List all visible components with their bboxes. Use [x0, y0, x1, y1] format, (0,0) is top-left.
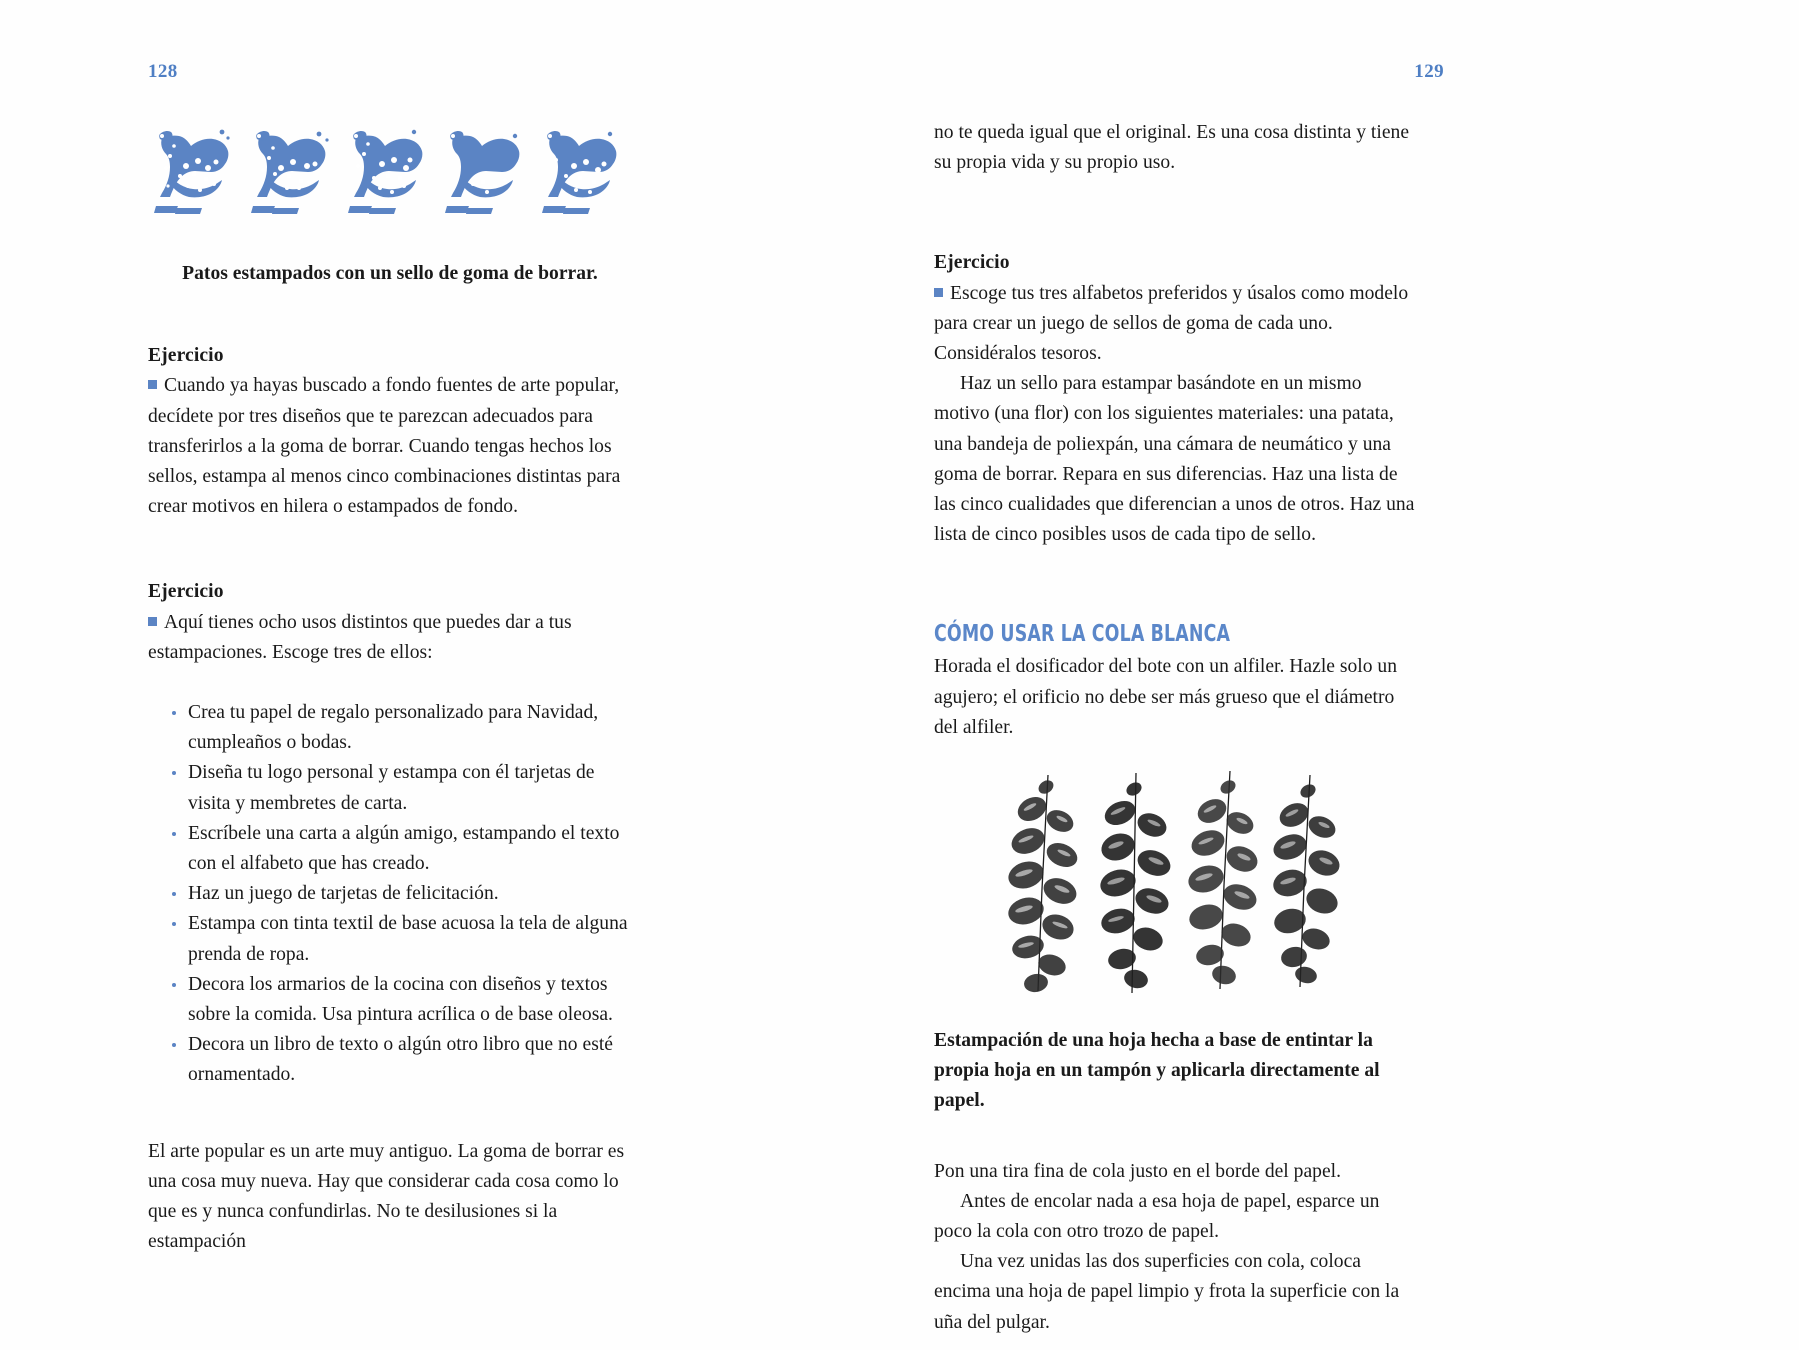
- list-item: [148, 758, 632, 818]
- uses-list: [148, 698, 632, 1091]
- leaf-print-icon: [1092, 769, 1182, 1004]
- list-item-text: Diseña tu logo personal y estampa con él tarjetas de visita y membretes de carta.: [188, 762, 595, 814]
- list-item: [148, 698, 632, 758]
- page-right: [899, 0, 1799, 1350]
- exercise-body-2-text: Aquí tienes ocho usos distintos que puedes dar a tus estampaciones. Escoge tres de ellos:: [148, 611, 572, 663]
- duck-icon: [245, 124, 341, 229]
- exercise-heading-2: Ejercicio: [148, 581, 224, 603]
- page-number-right: 129: [1414, 61, 1444, 82]
- square-bullet-icon: [148, 380, 157, 389]
- duck-figure-caption: Patos estampados con un sello de goma de borrar.: [182, 263, 598, 284]
- duck-icon: [439, 124, 535, 229]
- leaf-figure-caption: Estampación de una hoja hecha a base de entintar la propia hoja en un tampón y aplicarla directamente al papel.: [934, 1030, 1380, 1112]
- list-item: [148, 909, 632, 969]
- exercise-body-2: [148, 608, 632, 668]
- page-number-left: 128: [148, 61, 178, 82]
- square-bullet-icon: [148, 617, 157, 626]
- list-item: [148, 819, 632, 879]
- list-item-text: Escríbele una carta a algún amigo, estampando el texto con el alfabeto que has creado.: [188, 822, 620, 875]
- leaf-print-icon: [1002, 769, 1092, 1004]
- list-item: [148, 879, 632, 909]
- exercise-body-3-second-paragraph: Haz un sello para estampar basándote en un mismo motivo (una flor) con los siguientes materiales: una patata, una bandeja de poliexpán, una cámara de neumático y una goma de borrar. Repara en sus diferencias. Haz una lista de las cinco cualidades que diferencian a unos de otros. Haz una lista de cinco posibles usos de cada tipo de sello.: [934, 373, 1415, 546]
- section-heading-cola-blanca: CÓMO USAR LA COLA BLANCA: [934, 619, 1231, 648]
- section-intro-paragraph: Horada el dosificador del bote con un alfiler. Hazle solo un agujero; el orificio no debe ser más grueso que el diámetro del alfiler.: [934, 656, 1398, 738]
- leaf-caption-block: [934, 1026, 1418, 1117]
- exercise-body-1-text: Cuando ya hayas buscado a fondo fuentes de arte popular, decídete por tres diseños que te parezcan adecuados para transferirlos a la goma de borrar. Cuando tengas hechos los sellos, estampa al menos cinco combinaciones distintas para crear motivos en hilera o estampados de fondo.: [148, 375, 621, 518]
- list-item: [148, 970, 632, 1030]
- exercise-heading-1: Ejercicio: [148, 345, 224, 367]
- duck-stamp-figure: [148, 124, 632, 229]
- closing-paragraph-1: Pon una tira fina de cola justo en el borde del papel.: [934, 1160, 1341, 1182]
- exercise-heading-3: Ejercicio: [934, 252, 1010, 274]
- leaf-print-figure: [934, 769, 1418, 1004]
- exercise-body-3: [934, 279, 1418, 370]
- list-item-text: Decora un libro de texto o algún otro libro que no esté ornamentado.: [188, 1034, 613, 1086]
- exercise-body-3-text: Escoge tus tres alfabetos preferidos y úsalos como modelo para crear un juego de sellos de goma de cada uno. Considéralos tesoros.: [934, 282, 1409, 365]
- duck-icon: [342, 124, 438, 229]
- list-item-text: Crea tu papel de regalo personalizado para Navidad, cumpleaños o bodas.: [188, 702, 599, 754]
- list-item-text: Decora los armarios de la cocina con diseños y textos sobre la comida. Usa pintura acrílica o de base oleosa.: [188, 973, 613, 1026]
- leaf-print-icon: [1264, 769, 1354, 1004]
- right-column: [934, 118, 1418, 1338]
- closing-paragraph-left: El arte popular es un arte muy antiguo. La goma de borrar es una cosa muy nueva. Hay que considerar cada cosa como lo que es y nunca confundirlas. No te desilusiones si la estampación: [148, 1140, 625, 1253]
- list-item-text: Estampa con tinta textil de base acuosa la tela de alguna prenda de ropa.: [188, 913, 628, 965]
- list-item: [148, 1030, 632, 1090]
- duck-icon: [148, 124, 244, 229]
- closing-paragraph-2: Antes de encolar nada a esa hoja de papel, esparce un poco la cola con otro trozo de papel.: [934, 1190, 1380, 1243]
- exercise-body-1: [148, 371, 632, 522]
- left-column: [148, 118, 632, 1257]
- list-item-text: Haz un juego de tarjetas de felicitación.: [188, 883, 499, 905]
- duck-icon: [536, 124, 632, 229]
- square-bullet-icon: [934, 288, 943, 297]
- leaf-print-icon: [1182, 769, 1272, 1004]
- closing-paragraph-3: Una vez unidas las dos superficies con cola, coloca encima una hoja de papel limpio y frota la superficie con la uña del pulgar.: [934, 1251, 1400, 1333]
- continued-paragraph: no te queda igual que el original. Es una cosa distinta y tiene su propia vida y su propio uso.: [934, 122, 1410, 174]
